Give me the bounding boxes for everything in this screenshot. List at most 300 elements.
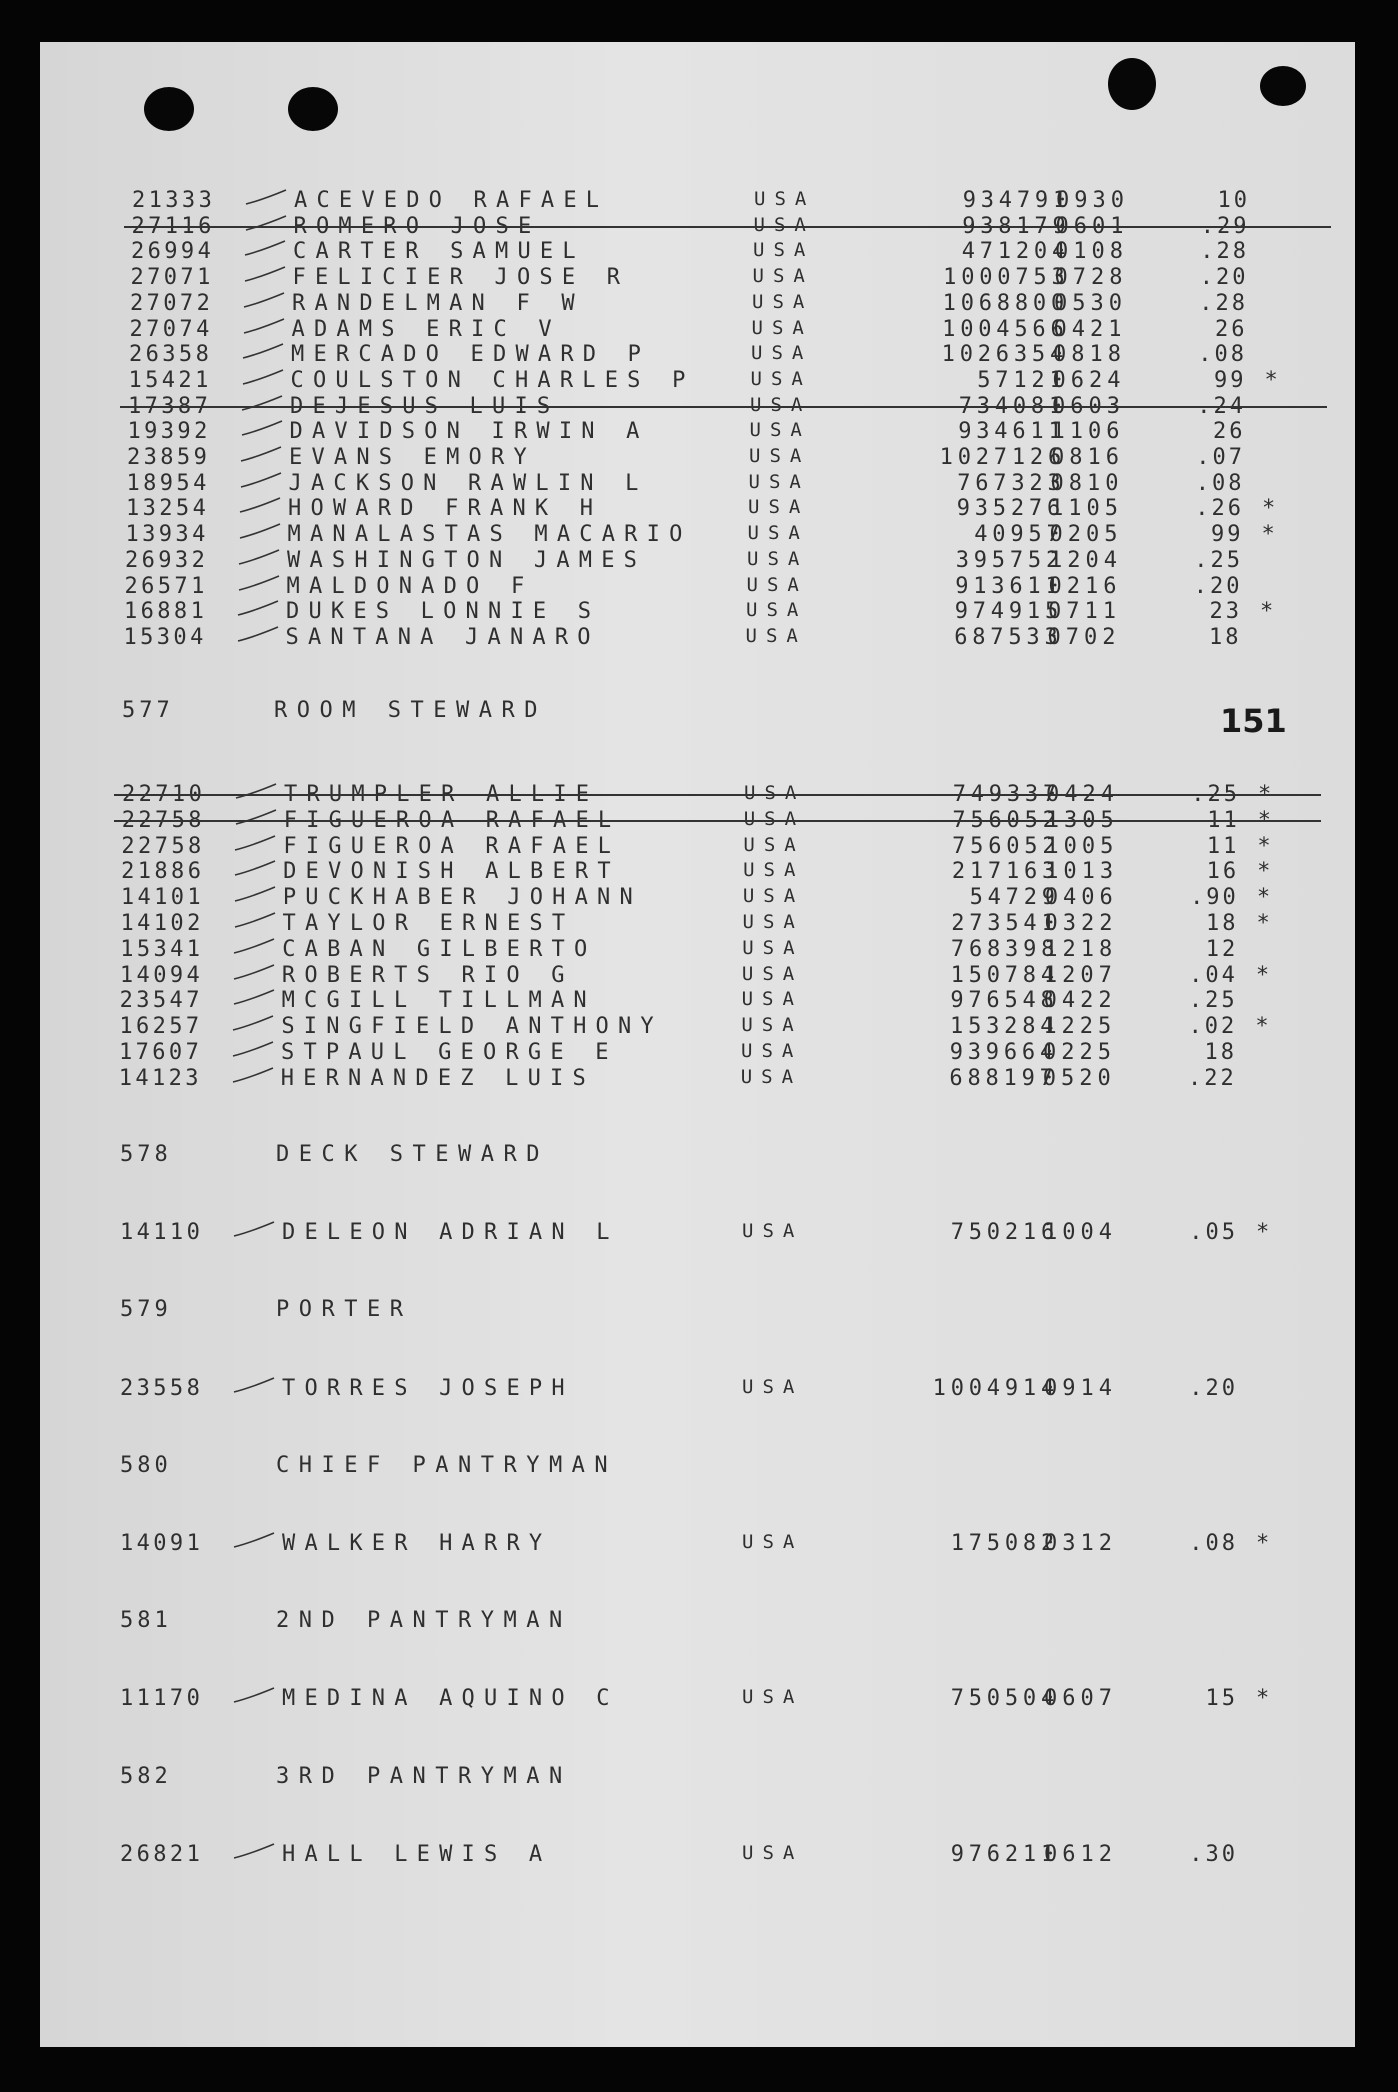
certificate-number: 756052: [952, 807, 1061, 833]
rate-value: .07: [1196, 445, 1245, 470]
star-mark: *: [1257, 859, 1271, 885]
certificate-number: 1004914: [932, 1376, 1059, 1401]
certificate-number: 734081: [958, 393, 1067, 419]
certificate-number: 749337: [952, 782, 1061, 807]
crew-id: 26358: [129, 342, 213, 368]
certificate-number: 974915: [954, 599, 1063, 625]
nationality: USA: [750, 393, 812, 416]
heading-code: 580: [120, 1453, 172, 1478]
crew-row: [40, 574, 1354, 598]
check-mark-icon: [231, 911, 279, 931]
crew-name: MCGILL TILLMAN: [281, 988, 596, 1014]
certificate-number: 768398: [950, 936, 1060, 962]
rate-value: 11: [1207, 807, 1240, 833]
crew-id: 23547: [119, 988, 203, 1014]
crew-row: [40, 808, 1351, 832]
rate-value: .29: [1200, 213, 1250, 239]
check-mark-icon: [229, 1066, 277, 1086]
rate-value: .05: [1189, 1220, 1238, 1245]
nationality: USA: [742, 911, 804, 933]
nationality: USA: [743, 807, 806, 830]
certificate-number: 54729: [969, 885, 1060, 911]
crew-id: 21333: [132, 188, 216, 213]
check-mark-icon: [230, 1686, 278, 1706]
crew-id: 15304: [123, 624, 207, 650]
certificate-number: 150784: [950, 962, 1059, 988]
date-code: 0711: [1048, 599, 1121, 625]
page-number: 151: [1220, 702, 1287, 740]
rate-value: .28: [1200, 239, 1249, 265]
date-code: 1004: [1044, 1220, 1117, 1245]
crew-id: 11170: [120, 1686, 204, 1711]
rate-value: .25: [1191, 782, 1240, 807]
check-mark-icon: [242, 214, 290, 234]
nationality: USA: [740, 1065, 803, 1088]
crew-name: FIGUEROA RAFAEL: [283, 807, 621, 833]
certificate-number: 756052: [952, 833, 1061, 859]
crew-id: 19392: [127, 419, 211, 445]
nationality: USA: [751, 316, 813, 339]
crew-row: [40, 1066, 1348, 1090]
crew-name: EVANS EMORY: [289, 445, 536, 470]
nationality: USA: [742, 1686, 804, 1708]
rate-value: .08: [1195, 470, 1245, 496]
crew-id: 26571: [124, 573, 208, 599]
certificate-number: 153284: [950, 1014, 1059, 1040]
crew-id: 17387: [128, 393, 212, 419]
certificate-number: 750504: [950, 1686, 1059, 1711]
check-mark-icon: [230, 1220, 278, 1240]
date-code: 1106: [1051, 419, 1125, 445]
heading-title: 3RD PANTRYMAN: [276, 1764, 572, 1789]
crew-name: RANDELMAN F W: [292, 290, 584, 316]
date-code: 0424: [1046, 782, 1119, 807]
date-code: 1204: [1049, 547, 1122, 573]
nationality: USA: [751, 342, 813, 365]
date-code: 1305: [1045, 807, 1119, 833]
check-mark-icon: [229, 1014, 277, 1034]
crew-name: DELEON ADRIAN L: [282, 1220, 619, 1245]
certificate-number: 934791: [962, 188, 1071, 213]
check-mark-icon: [232, 782, 280, 802]
check-mark-icon: [230, 937, 278, 957]
check-mark-icon: [230, 1376, 278, 1396]
rate-value: .02: [1188, 1014, 1238, 1040]
check-mark-icon: [238, 419, 286, 439]
nationality: USA: [752, 265, 814, 288]
heading-code: 578: [120, 1142, 172, 1167]
rate-value: 18: [1204, 1040, 1237, 1065]
star-mark: *: [1261, 522, 1275, 548]
rate-value: .90: [1190, 885, 1239, 911]
nationality: USA: [742, 1842, 804, 1864]
rate-value: .25: [1194, 547, 1243, 573]
crew-name: ACEVEDO RAFAEL: [294, 188, 609, 213]
star-mark: *: [1257, 833, 1271, 859]
rate-value: 16: [1206, 859, 1240, 885]
certificate-number: 935276: [956, 496, 1065, 522]
crew-id: 14091: [120, 1531, 204, 1556]
star-mark: *: [1258, 782, 1272, 807]
check-mark-icon: [230, 963, 278, 983]
crew-row: [41, 471, 1356, 495]
crew-name: HOWARD FRANK H: [288, 496, 603, 522]
punch-hole: [288, 87, 338, 131]
check-mark-icon: [239, 342, 287, 362]
heading-title: CHIEF PANTRYMAN: [276, 1453, 618, 1478]
nationality: USA: [747, 522, 809, 545]
crew-row: [40, 1686, 1349, 1710]
crew-name: CARTER SAMUEL: [293, 239, 585, 265]
crew-name: HALL LEWIS A: [282, 1842, 552, 1867]
crew-row: [44, 317, 1356, 341]
crew-id: 26994: [131, 239, 215, 265]
check-mark-icon: [235, 548, 283, 568]
date-code: 0816: [1051, 445, 1124, 470]
crew-id: 23859: [127, 445, 211, 470]
nationality: USA: [742, 936, 804, 959]
nationality: USA: [748, 470, 810, 493]
certificate-number: 913611: [955, 573, 1064, 599]
nationality: USA: [749, 419, 811, 442]
nationality: USA: [753, 239, 815, 262]
crew-id: 13254: [126, 496, 210, 522]
nationality: USA: [741, 1014, 803, 1037]
crew-row: [40, 859, 1350, 883]
date-code: 0607: [1044, 1686, 1117, 1711]
star-mark: *: [1257, 807, 1271, 833]
crew-row: [40, 834, 1350, 858]
check-mark-icon: [230, 1531, 278, 1551]
crew-row: [44, 291, 1355, 315]
crew-row: [40, 937, 1349, 961]
check-mark-icon: [230, 988, 278, 1008]
star-mark: *: [1262, 496, 1276, 522]
punch-hole: [1260, 66, 1306, 106]
crew-row: [40, 1014, 1348, 1038]
crew-id: 18954: [126, 470, 210, 496]
crew-row: [41, 445, 1355, 469]
crew-name: DEVONISH ALBERT: [283, 859, 620, 885]
crew-id: 16881: [124, 599, 208, 625]
rate-value: .20: [1193, 573, 1243, 599]
crew-id: 22758: [121, 807, 205, 833]
crew-id: 22758: [121, 833, 205, 859]
certificate-number: 767323: [957, 470, 1066, 496]
certificate-number: 1027126: [939, 445, 1066, 470]
crew-row: [40, 548, 1354, 572]
nationality: USA: [746, 573, 808, 596]
rate-value: 26: [1215, 316, 1248, 342]
crew-row: [40, 1376, 1349, 1400]
crew-id: 26821: [120, 1842, 204, 1867]
date-code: 1225: [1043, 1014, 1117, 1040]
nationality: USA: [742, 1220, 804, 1242]
rate-value: .28: [1199, 290, 1248, 316]
nationality: USA: [754, 188, 816, 210]
crew-name: FELICIER JOSE R: [292, 265, 630, 291]
certificate-number: 939664: [949, 1040, 1058, 1065]
rate-value: .20: [1199, 265, 1249, 291]
crew-name: DEJESUS LUIS: [290, 393, 560, 419]
certificate-number: 217163: [951, 859, 1061, 885]
crew-row: [43, 342, 1355, 366]
rate-value: .24: [1197, 393, 1246, 419]
check-mark-icon: [230, 1842, 278, 1862]
check-mark-icon: [234, 625, 282, 645]
nationality: USA: [753, 213, 815, 236]
crew-id: 27072: [130, 290, 214, 316]
certificate-number: 40957: [974, 522, 1065, 548]
date-code: 0108: [1055, 239, 1128, 265]
crew-name: ROMERO JOSE: [293, 213, 541, 239]
certificate-number: 934611: [958, 419, 1067, 445]
crew-id: 15341: [120, 936, 204, 962]
date-code: 0312: [1044, 1531, 1117, 1556]
crew-id: 14101: [120, 885, 205, 911]
heading-title: DECK STEWARD: [276, 1142, 549, 1167]
crew-row: [40, 963, 1349, 987]
star-mark: *: [1256, 1220, 1270, 1245]
nationality: USA: [743, 833, 805, 856]
crew-name: DAVIDSON IRWIN A: [289, 419, 649, 445]
punch-hole: [144, 87, 194, 131]
certificate-number: 471204: [961, 239, 1070, 265]
certificate-number: 57121: [977, 367, 1068, 393]
date-code: 0406: [1044, 885, 1118, 911]
rate-value: 99: [1214, 367, 1247, 393]
star-mark: *: [1256, 1686, 1270, 1711]
crew-name: FIGUEROA RAFAEL: [283, 833, 621, 859]
nationality: USA: [747, 547, 809, 570]
heading-title: PORTER: [276, 1297, 413, 1322]
rate-value: 18: [1209, 624, 1242, 650]
check-mark-icon: [232, 808, 280, 828]
crew-name: WASHINGTON JAMES: [287, 547, 647, 573]
star-mark: *: [1264, 367, 1278, 393]
crew-name: TORRES JOSEPH: [282, 1376, 574, 1401]
nationality: USA: [744, 782, 806, 804]
crew-row: [45, 265, 1356, 289]
date-code: 0421: [1053, 316, 1127, 342]
crew-row: [40, 1220, 1349, 1244]
rate-value: .08: [1189, 1531, 1238, 1556]
date-code: 0914: [1044, 1376, 1117, 1401]
date-code: 0216: [1048, 573, 1122, 599]
check-mark-icon: [236, 522, 284, 542]
certificate-number: 1004566: [942, 316, 1069, 342]
nationality: USA: [752, 290, 814, 313]
crew-name: TAYLOR ERNEST: [282, 911, 575, 936]
manifest-sheet: [40, 42, 1355, 2047]
crew-row: [46, 214, 1356, 238]
date-code: 0624: [1052, 367, 1126, 393]
crew-row: [40, 885, 1350, 909]
date-code: 1013: [1045, 859, 1119, 885]
crew-name: SINGFIELD ANTHONY: [281, 1014, 663, 1040]
crew-row: [42, 419, 1356, 443]
date-code: 1218: [1044, 936, 1118, 962]
rate-value: .20: [1189, 1376, 1238, 1401]
crew-row: [43, 368, 1356, 392]
nationality: USA: [748, 496, 810, 519]
crew-id: 21886: [121, 859, 205, 885]
rate-value: 10: [1217, 188, 1250, 213]
certificate-number: 175082: [950, 1531, 1059, 1556]
rate-value: 26: [1213, 419, 1246, 445]
date-code: 0520: [1042, 1065, 1116, 1091]
crew-row: [40, 782, 1351, 806]
date-code: 1005: [1045, 833, 1119, 859]
crew-name: WALKER HARRY: [282, 1531, 552, 1556]
certificate-number: 938179: [962, 213, 1071, 239]
rate-value: 11: [1206, 833, 1240, 859]
crew-name: MERCADO EDWARD P: [291, 342, 651, 368]
star-mark: *: [1260, 599, 1274, 625]
date-code: 0728: [1054, 265, 1128, 291]
date-code: 0225: [1043, 1040, 1116, 1065]
nationality: USA: [742, 885, 805, 908]
check-mark-icon: [237, 445, 285, 465]
check-mark-icon: [238, 394, 286, 414]
certificate-number: 1026354: [941, 342, 1068, 368]
heading-title: ROOM STEWARD: [274, 698, 547, 723]
date-code: 0818: [1053, 342, 1126, 368]
crew-id: 14102: [120, 911, 204, 936]
crew-row: [40, 522, 1355, 546]
crew-id: 17607: [119, 1040, 203, 1065]
rate-value: .04: [1189, 962, 1238, 988]
crew-id: 22710: [122, 782, 206, 807]
heading-code: 577: [122, 698, 174, 723]
crew-row: [40, 625, 1353, 649]
check-mark-icon: [236, 496, 284, 516]
date-code: 1105: [1050, 496, 1123, 522]
crew-name: COULSTON CHARLES P: [290, 367, 695, 393]
star-mark: *: [1256, 1531, 1270, 1556]
punch-hole: [1108, 58, 1156, 110]
crew-id: 14094: [119, 962, 204, 988]
crew-name: PUCKHABER JOHANN: [282, 885, 642, 911]
crew-name: MALDONADO F: [286, 573, 534, 599]
certificate-number: 750216: [950, 1220, 1059, 1245]
heading-code: 581: [120, 1608, 172, 1633]
nationality: USA: [743, 859, 805, 882]
nationality: USA: [741, 962, 804, 985]
check-mark-icon: [240, 317, 288, 337]
rate-value: .22: [1187, 1065, 1237, 1091]
date-code: 0612: [1044, 1842, 1117, 1867]
rate-value: .25: [1188, 988, 1238, 1014]
check-mark-icon: [231, 834, 279, 854]
crew-id: 16257: [119, 1014, 203, 1040]
crew-name: STPAUL GEORGE E: [281, 1040, 618, 1065]
crew-name: JACKSON RAWLIN L: [288, 470, 648, 496]
date-code: 1207: [1043, 962, 1117, 988]
crew-id: 27116: [131, 213, 215, 239]
check-mark-icon: [241, 265, 289, 285]
date-code: 0603: [1052, 393, 1125, 419]
date-code: 0205: [1049, 522, 1123, 548]
date-code: 0702: [1047, 624, 1121, 650]
crew-row: [46, 188, 1355, 212]
date-code: 0810: [1050, 470, 1124, 496]
crew-id: 14110: [120, 1220, 204, 1245]
crew-name: ADAMS ERIC V: [291, 316, 561, 342]
star-mark: *: [1255, 962, 1270, 988]
check-mark-icon: [231, 885, 279, 905]
star-mark: *: [1256, 885, 1271, 911]
crew-name: MANALASTAS MACARIO: [287, 522, 692, 548]
rate-value: 23: [1209, 599, 1242, 625]
rate-value: 18: [1206, 911, 1239, 936]
check-mark-icon: [242, 188, 290, 208]
rate-value: 12: [1205, 936, 1239, 962]
crew-id: 14123: [118, 1065, 202, 1091]
date-code: 0422: [1043, 988, 1117, 1014]
crew-name: TRUMPLER ALLIE: [284, 782, 599, 807]
certificate-number: 688197: [949, 1065, 1058, 1091]
check-mark-icon: [234, 599, 282, 619]
crew-row: [40, 1531, 1349, 1555]
rate-value: 15: [1205, 1686, 1238, 1711]
nationality: USA: [742, 1376, 804, 1398]
certificate-number: 976548: [950, 988, 1059, 1014]
crew-name: CABAN GILBERTO: [282, 936, 597, 962]
nationality: USA: [750, 367, 812, 390]
check-mark-icon: [237, 471, 285, 491]
rate-value: .26: [1195, 496, 1244, 522]
certificate-number: 1068800: [942, 290, 1069, 316]
nationality: USA: [746, 599, 808, 622]
crew-id: 13934: [125, 522, 209, 548]
check-mark-icon: [231, 859, 279, 879]
certificate-number: 273541: [951, 911, 1060, 936]
nationality: USA: [745, 624, 807, 647]
crew-row: [45, 239, 1355, 263]
crew-row: [40, 911, 1350, 935]
nationality: USA: [741, 1040, 803, 1062]
date-code: 0322: [1044, 911, 1118, 936]
crew-id: 23558: [120, 1376, 204, 1401]
heading-title: 2ND PANTRYMAN: [276, 1608, 572, 1633]
star-mark: *: [1256, 911, 1270, 936]
rate-value: 99: [1211, 522, 1244, 548]
check-mark-icon: [239, 368, 287, 388]
crew-name: DUKES LONNIE S: [286, 599, 601, 625]
certificate-number: 976211: [950, 1842, 1059, 1867]
crew-name: ROBERTS RIO G: [281, 962, 574, 988]
crew-name: MEDINA AQUINO C: [282, 1686, 619, 1711]
check-mark-icon: [229, 1040, 277, 1060]
date-code: 0530: [1054, 290, 1127, 316]
crew-row: [40, 988, 1349, 1012]
crew-id: 27074: [129, 316, 213, 342]
check-mark-icon: [241, 239, 289, 259]
star-mark: *: [1255, 1014, 1269, 1040]
crew-name: HERNANDEZ LUIS: [280, 1065, 595, 1091]
nationality: USA: [749, 445, 811, 467]
crew-row: [42, 394, 1355, 418]
rate-value: .30: [1189, 1842, 1238, 1867]
nationality: USA: [742, 1531, 804, 1553]
check-mark-icon: [235, 574, 283, 594]
check-mark-icon: [240, 291, 288, 311]
nationality: USA: [741, 988, 803, 1011]
certificate-number: 1000753: [943, 265, 1070, 291]
crew-name: SANTANA JANARO: [285, 624, 600, 650]
crew-row: [40, 496, 1355, 520]
